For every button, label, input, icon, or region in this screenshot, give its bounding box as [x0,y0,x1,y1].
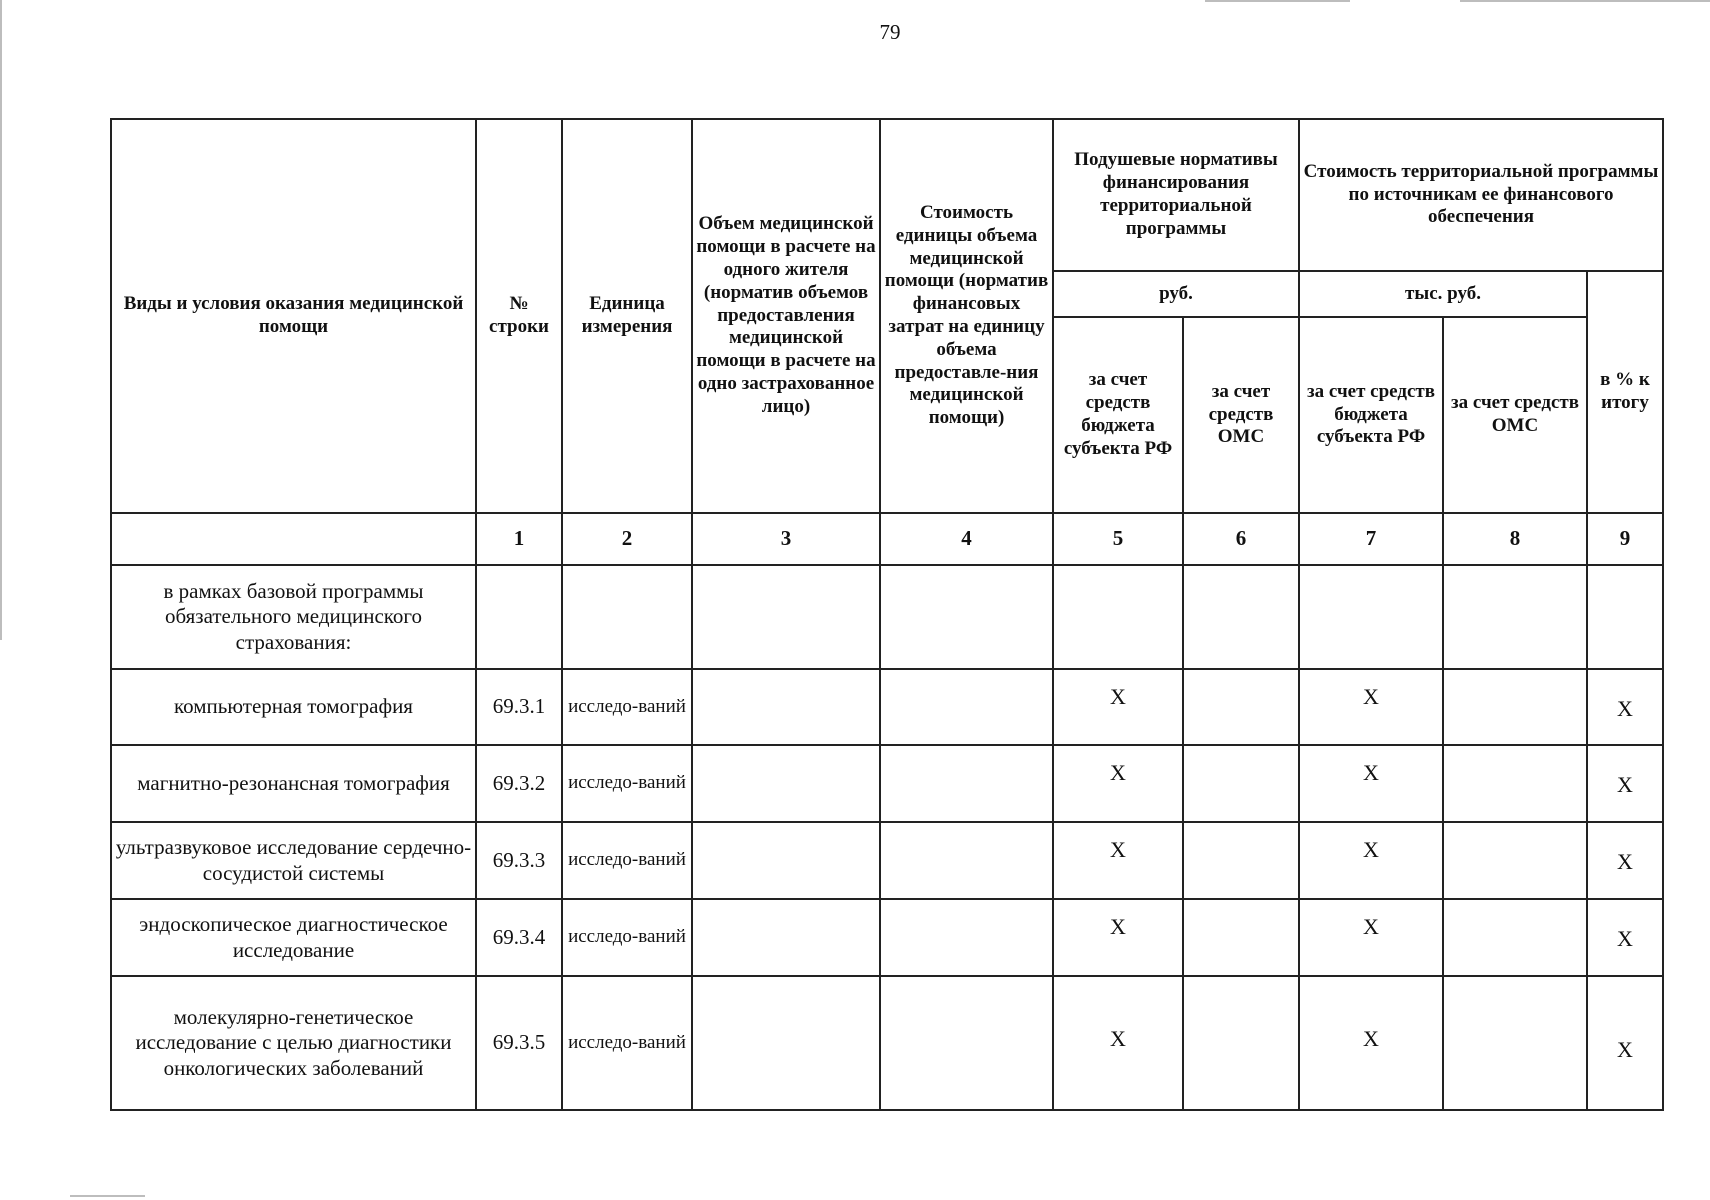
row-budget-rf-rub: X [1053,822,1183,899]
row-budget-rf-thousand: X [1299,899,1443,976]
header-budget-rf-rub: за счет средств бюджета субъекта РФ [1053,317,1183,513]
header-oms-rub: за счет средств ОМС [1183,317,1299,513]
empty-cell [476,565,562,669]
row-unit-cost [880,669,1053,745]
column-number: 6 [1183,513,1299,565]
row-budget-rf-rub: X [1053,976,1183,1110]
header-budget-rf-thousand: за счет средств бюджета субъекта РФ [1299,317,1443,513]
column-numbers-row [111,513,1663,565]
header-unit-cost: Стоимость единицы объема медицинской помощи (норматив финансовых затрат на единицу объема предоставле-ния медицинской помощи) [880,119,1053,513]
row-oms-rub [1183,822,1299,899]
header-per-capita-group: Подушевые нормативы финансирования территориальной программы [1053,119,1299,271]
row-oms-thousand [1443,976,1587,1110]
empty-cell [1443,565,1587,669]
row-unit-cost [880,822,1053,899]
empty-cell [562,565,692,669]
row-unit: исследо-ваний [562,669,692,745]
row-unit: исследо-ваний [562,976,692,1110]
empty-cell [692,565,880,669]
row-name: компьютерная томография [111,669,476,745]
row-percent-total: X [1587,976,1663,1110]
header-unit-thousand-rub: тыс. руб. [1299,271,1587,317]
row-code: 69.3.5 [476,976,562,1110]
row-oms-thousand [1443,899,1587,976]
row-oms-rub [1183,976,1299,1110]
column-number: 7 [1299,513,1443,565]
row-budget-rf-thousand: X [1299,976,1443,1110]
empty-cell [1183,565,1299,669]
section-title: в рамках базовой программы обязательного медицинского страхования: [111,565,476,669]
empty-cell [1299,565,1443,669]
header-kind-of-care: Виды и условия оказания медицинской помощи [111,119,476,513]
row-name: молекулярно-генетическое исследование с целью диагностики онкологических заболеваний [111,976,476,1110]
row-volume [692,669,880,745]
row-unit-cost [880,899,1053,976]
column-number: 2 [562,513,692,565]
column-number: 1 [476,513,562,565]
row-budget-rf-rub: X [1053,669,1183,745]
table-row [111,976,1663,1110]
empty-cell [880,565,1053,669]
table-row [111,669,1663,745]
row-unit: исследо-ваний [562,822,692,899]
row-code: 69.3.1 [476,669,562,745]
row-name: эндоскопическое диагностическое исследование [111,899,476,976]
row-code: 69.3.4 [476,899,562,976]
row-volume [692,976,880,1110]
row-oms-rub [1183,745,1299,822]
row-code: 69.3.3 [476,822,562,899]
empty-cell [1053,565,1183,669]
row-budget-rf-rub: X [1053,899,1183,976]
row-unit: исследо-ваний [562,899,692,976]
row-budget-rf-thousand: X [1299,669,1443,745]
header-unit: Единица измерения [562,119,692,513]
header-cost-sources-group: Стоимость территориальной программы по источникам ее финансового обеспечения [1299,119,1663,271]
row-oms-thousand [1443,745,1587,822]
row-budget-rf-rub: X [1053,745,1183,822]
row-name: ультразвуковое исследование сердечно-сосудистой системы [111,822,476,899]
header-volume: Объем медицинской помощи в расчете на одного жителя (норматив объемов предоставления медицинской помощи в расчете на одно застрахованное лицо) [692,119,880,513]
page-number: 79 [879,20,901,44]
column-number: 9 [1587,513,1663,565]
row-volume [692,822,880,899]
scan-line-top-1 [1205,0,1350,2]
row-budget-rf-thousand: X [1299,822,1443,899]
row-unit-cost [880,745,1053,822]
row-unit-cost [880,976,1053,1110]
row-percent-total: X [1587,822,1663,899]
scan-line-left-edge [0,0,2,640]
row-code: 69.3.2 [476,745,562,822]
row-unit: исследо-ваний [562,745,692,822]
row-volume [692,899,880,976]
row-percent-total: X [1587,669,1663,745]
row-percent-total: X [1587,745,1663,822]
column-number-blank [111,513,476,565]
header-row-number: № строки [476,119,562,513]
row-name: магнитно-резонансная томография [111,745,476,822]
row-oms-thousand [1443,669,1587,745]
section-row [111,565,1663,669]
column-number: 5 [1053,513,1183,565]
column-number: 8 [1443,513,1587,565]
column-number: 3 [692,513,880,565]
row-budget-rf-thousand: X [1299,745,1443,822]
financing-table [110,118,1664,1111]
scan-line-top-2 [1460,0,1710,2]
row-volume [692,745,880,822]
row-oms-thousand [1443,822,1587,899]
table-row [111,745,1663,822]
row-oms-rub [1183,899,1299,976]
table-row [111,822,1663,899]
row-percent-total: X [1587,899,1663,976]
header-unit-rub: руб. [1053,271,1299,317]
table-row [111,899,1663,976]
header-oms-thousand: за счет средств ОМС [1443,317,1587,513]
row-oms-rub [1183,669,1299,745]
header-row-1 [111,119,1663,271]
empty-cell [1587,565,1663,669]
header-percent-total: в % к итогу [1587,271,1663,513]
column-number: 4 [880,513,1053,565]
scan-line-bottom-left [70,1195,145,1197]
